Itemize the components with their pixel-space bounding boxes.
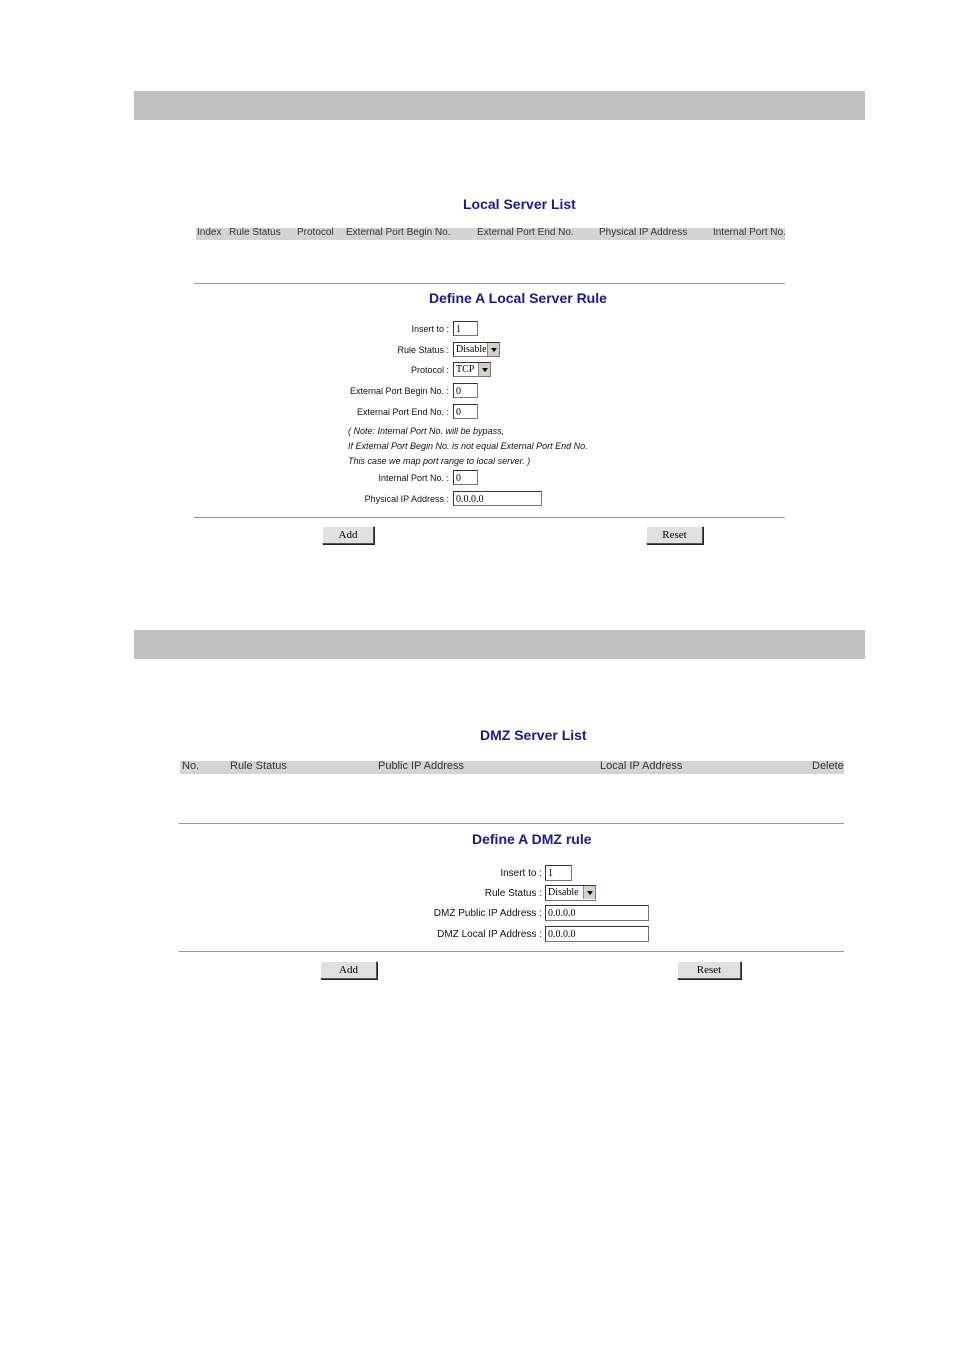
dmz-public-ip-input[interactable]: 0.0.0.0	[545, 905, 649, 921]
section-header-bar-local-server	[134, 91, 865, 120]
section-header-bar-dmz	[134, 630, 865, 659]
add-button[interactable]: Add	[322, 526, 374, 544]
note-line-1: ( Note: Internal Port No. will be bypass,	[348, 426, 505, 436]
dmz-rule-status-label: Rule Status :	[484, 888, 542, 899]
dmz-add-button[interactable]: Add	[320, 961, 377, 979]
column-internal-port: Internal Port No.	[713, 227, 786, 238]
column-protocol: Protocol	[297, 227, 334, 238]
divider	[179, 951, 844, 952]
dmz-form-title: Define A DMZ rule	[472, 831, 592, 847]
divider	[194, 283, 785, 284]
reset-button[interactable]: Reset	[646, 526, 703, 544]
dmz-local-ip-input[interactable]: 0.0.0.0	[545, 926, 649, 942]
divider	[179, 823, 844, 824]
rule-status-value: Disable	[456, 344, 487, 355]
chevron-down-icon[interactable]	[478, 363, 490, 376]
insert-to-input[interactable]: 1	[453, 321, 478, 336]
local-server-list-title: Local Server List	[463, 196, 576, 212]
note-line-3: This case we map port range to local server. )	[348, 456, 531, 466]
physical-ip-label: Physical IP Address :	[364, 494, 449, 504]
internal-port-label: Internal Port No. :	[378, 473, 449, 483]
internal-port-input[interactable]: 0	[453, 470, 478, 485]
chevron-down-icon[interactable]	[583, 886, 595, 899]
column-delete: Delete	[812, 760, 844, 772]
dmz-local-ip-label: DMZ Local IP Address :	[437, 929, 542, 940]
dmz-server-list-header	[180, 761, 844, 774]
dmz-public-ip-label: DMZ Public IP Address :	[433, 908, 542, 919]
column-rule-status: Rule Status	[230, 760, 287, 772]
protocol-select[interactable]	[453, 362, 491, 377]
note-line-2: If External Port Begin No. is not equal External Port End No.	[348, 441, 588, 451]
external-port-begin-label: External Port Begin No. :	[349, 386, 449, 396]
local-server-form-title: Define A Local Server Rule	[429, 290, 607, 306]
protocol-value: TCP	[456, 364, 475, 375]
column-external-port-end: External Port End No.	[477, 227, 574, 238]
divider	[194, 517, 785, 518]
column-local-ip: Local IP Address	[600, 760, 683, 772]
external-port-begin-input[interactable]: 0	[453, 383, 478, 398]
column-physical-ip: Physical IP Address	[599, 227, 688, 238]
column-index: Index	[197, 227, 222, 238]
physical-ip-input[interactable]: 0.0.0.0	[453, 491, 542, 506]
column-rule-status: Rule Status	[229, 227, 281, 238]
external-port-end-input[interactable]: 0	[453, 404, 478, 419]
rule-status-label: Rule Status :	[397, 345, 449, 355]
chevron-down-icon[interactable]	[487, 343, 499, 356]
dmz-rule-status-select[interactable]	[545, 885, 596, 901]
dmz-server-list-title: DMZ Server List	[480, 727, 587, 743]
dmz-insert-to-input[interactable]: 1	[545, 865, 572, 881]
protocol-label: Protocol :	[410, 365, 449, 375]
external-port-end-label: External Port End No. :	[356, 407, 449, 417]
dmz-reset-button[interactable]: Reset	[677, 961, 741, 979]
dmz-insert-to-label: Insert to :	[500, 868, 542, 879]
dmz-rule-status-value: Disable	[548, 887, 579, 898]
column-external-port-begin: External Port Begin No.	[346, 227, 451, 238]
local-server-list-header	[196, 228, 785, 240]
column-no: No.	[182, 760, 200, 772]
rule-status-select[interactable]	[453, 342, 500, 357]
column-public-ip: Public IP Address	[378, 760, 465, 772]
insert-to-label: Insert to :	[411, 324, 449, 334]
